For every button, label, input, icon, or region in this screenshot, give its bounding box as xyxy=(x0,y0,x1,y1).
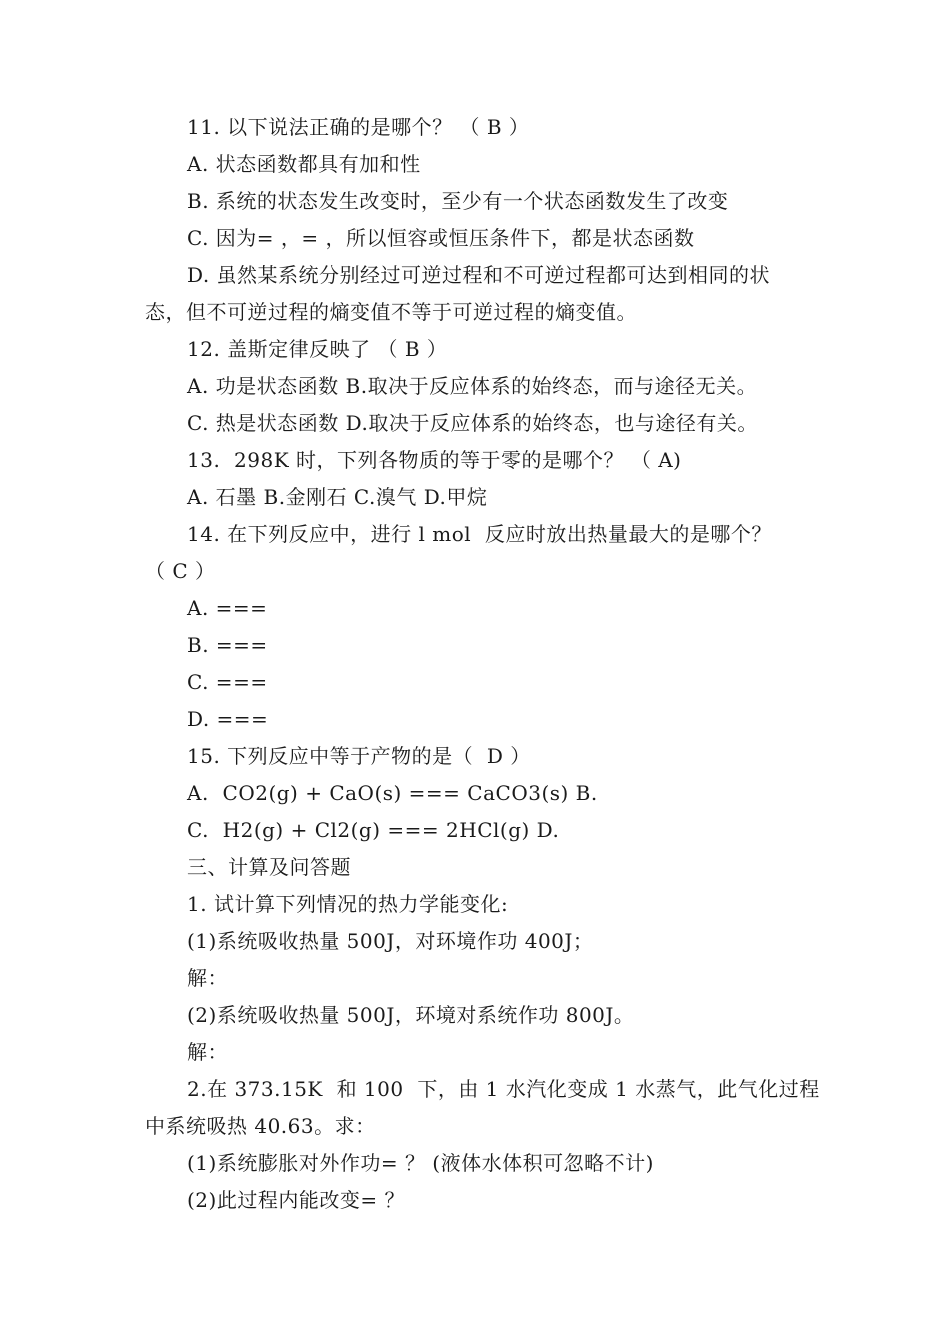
question-12: 12. 盖斯定律反映了 （ B ） xyxy=(187,337,448,361)
q15-options-ab: A. CO2(g) + CaO(s) === CaCO3(s) B. xyxy=(187,781,598,805)
q14-option-b: B. === xyxy=(187,633,268,657)
calc-q1-part1: (1)系统吸收热量 500J，对环境作功 400J； xyxy=(187,929,594,953)
q11-option-a: A. 状态函数都具有加和性 xyxy=(187,152,421,176)
q11-option-d: D. 虽然某系统分别经过可逆过程和不可逆过程都可达到相同的状 xyxy=(187,263,771,287)
question-14-answer: （ C ） xyxy=(145,559,216,583)
q12-options-cd: C. 热是状态函数 D.取决于反应体系的始终态，也与途径有关。 xyxy=(187,411,758,435)
calc-question-1: 1. 试计算下列情况的热力学能变化: xyxy=(187,892,509,916)
section-heading: 三、计算及问答题 xyxy=(187,855,351,879)
calc-q1-part1-solution: 解： xyxy=(187,966,228,990)
calc-q1-part2-solution: 解： xyxy=(187,1040,228,1064)
question-15: 15. 下列反应中等于产物的是（ D ） xyxy=(187,744,531,768)
q14-option-c: C. === xyxy=(187,670,268,694)
question-14: 14. 在下列反应中，进行 l mol 反应时放出热量最大的是哪个？ xyxy=(187,522,772,546)
q11-option-b: B. 系统的状态发生改变时，至少有一个状态函数发生了改变 xyxy=(187,189,729,213)
calc-question-2-continued: 中系统吸热 40.63。求： xyxy=(145,1114,376,1138)
calc-question-2: 2.在 373.15K 和 100 下，由 1 水汽化变成 1 水蒸气，此气化过程 xyxy=(187,1077,820,1101)
q13-options: A. 石墨 B.金刚石 C.溴气 D.甲烷 xyxy=(187,485,488,509)
calc-q2-part1: (1)系统膨胀对外作功= ？ (液体水体积可忽略不计) xyxy=(187,1151,654,1175)
calc-q1-part2: (2)系统吸收热量 500J，环境对系统作功 800J。 xyxy=(187,1003,635,1027)
q11-option-d-continued: 态，但不可逆过程的熵变值不等于可逆过程的熵变值。 xyxy=(145,300,637,324)
q15-options-cd: C. H2(g) + Cl2(g) === 2HCl(g) D. xyxy=(187,818,560,842)
calc-q2-part2: (2)此过程内能改变= ？ xyxy=(187,1188,405,1212)
question-11: 11. 以下说法正确的是哪个？ （ B ） xyxy=(187,115,530,139)
q14-option-d: D. === xyxy=(187,707,269,731)
question-13: 13. 298K 时，下列各物质的等于零的是哪个？ （ A) xyxy=(187,448,682,472)
q12-options-ab: A. 功是状态函数 B.取决于反应体系的始终态，而与途径无关。 xyxy=(187,374,758,398)
q14-option-a: A. === xyxy=(187,596,268,620)
q11-option-c: C. 因为= ，= ，所以恒容或恒压条件下，都是状态函数 xyxy=(187,226,695,250)
